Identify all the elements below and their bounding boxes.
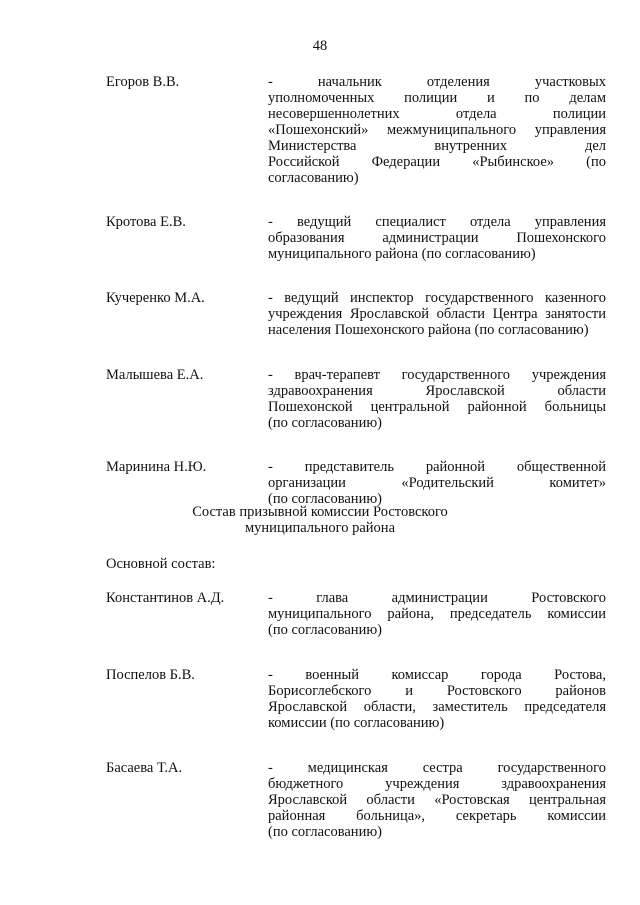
member-name: Константинов А.Д.	[106, 590, 225, 606]
member-role-line: организации «Родительский комитет»	[268, 475, 606, 491]
member-role-line: - медицинская сестра государственного	[268, 760, 606, 776]
section-title-line-2: муниципального района	[245, 520, 395, 536]
member-entry	[106, 214, 606, 262]
member-role-line: (по согласованию)	[268, 622, 382, 638]
member-name: Поспелов Б.В.	[106, 667, 195, 683]
member-role-line: населения Пошехонского района (по согласованию)	[268, 322, 589, 338]
member-role-line: Борисоглебского и Ростовского районов	[268, 683, 606, 699]
member-role-line: Ярославской области «Ростовская центральная	[268, 792, 606, 808]
member-role-line: - начальник отделения участковых	[268, 74, 606, 90]
member-entry	[106, 290, 606, 338]
member-role-line: муниципального района, председатель комиссии	[268, 606, 606, 622]
member-name: Басаева Т.А.	[106, 760, 183, 776]
member-role-line: согласованию)	[268, 170, 359, 186]
member-role-line: Министерства внутренних дел	[268, 138, 606, 154]
member-role	[268, 214, 606, 262]
member-role	[268, 590, 606, 638]
member-role-line: несовершеннолетних отдела полиции	[268, 106, 606, 122]
member-role-line: Российской Федерации «Рыбинское» (по	[268, 154, 606, 170]
member-role-line: «Пошехонский» межмуниципального управления	[268, 122, 606, 138]
member-role-line: здравоохранения Ярославской области	[268, 383, 606, 399]
member-role-line: бюджетного учреждения здравоохранения	[268, 776, 606, 792]
member-role-line: Пошехонской центральной районной больницы	[268, 399, 606, 415]
member-entry	[106, 74, 606, 186]
member-role	[268, 74, 606, 186]
member-role-line: (по согласованию)	[268, 415, 382, 431]
member-role-line: - врач-терапевт государственного учреждения	[268, 367, 606, 383]
member-role-line: муниципального района (по согласованию)	[268, 246, 536, 262]
member-role-line: уполномоченных полиции и по делам	[268, 90, 606, 106]
member-entry	[106, 667, 606, 731]
member-name: Егоров В.В.	[106, 74, 180, 90]
member-entry	[106, 459, 606, 507]
member-role	[268, 760, 606, 840]
member-role-line: (по согласованию)	[268, 824, 382, 840]
member-entry	[106, 760, 606, 840]
member-role-line: Ярославской области, заместитель председателя	[268, 699, 606, 715]
member-role	[268, 459, 606, 507]
member-role-line: учреждения Ярославской области Центра занятости	[268, 306, 606, 322]
commission-members-list-2	[106, 590, 606, 840]
member-entry	[106, 590, 606, 638]
member-role-line: образования администрации Пошехонского	[268, 230, 606, 246]
member-role-line: - ведущий специалист отдела управления	[268, 214, 606, 230]
member-role-line: - ведущий инспектор государственного казенного	[268, 290, 606, 306]
member-role-line: - глава администрации Ростовского	[268, 590, 606, 606]
member-entry	[106, 367, 606, 431]
member-role	[268, 667, 606, 731]
section-title-line-1: Состав призывной комиссии Ростовского	[192, 504, 448, 520]
member-name: Малышева Е.А.	[106, 367, 204, 383]
member-role-line: комиссии (по согласованию)	[268, 715, 445, 731]
member-role-line: районная больница», секретарь комиссии	[268, 808, 606, 824]
commission-members-list-1	[106, 74, 606, 507]
member-role-line: - военный комиссар города Ростова,	[268, 667, 606, 683]
member-role-line: (по согласованию)	[268, 491, 382, 507]
member-name: Кучеренко М.А.	[106, 290, 205, 306]
member-role	[268, 367, 606, 431]
page-number: 48	[312, 38, 328, 54]
section-title	[0, 504, 640, 536]
member-name: Кротова Е.В.	[106, 214, 186, 230]
member-name: Маринина Н.Ю.	[106, 459, 207, 475]
subheading-main-composition: Основной состав:	[106, 556, 216, 572]
member-role-line: - представитель районной общественной	[268, 459, 606, 475]
member-role	[268, 290, 606, 338]
